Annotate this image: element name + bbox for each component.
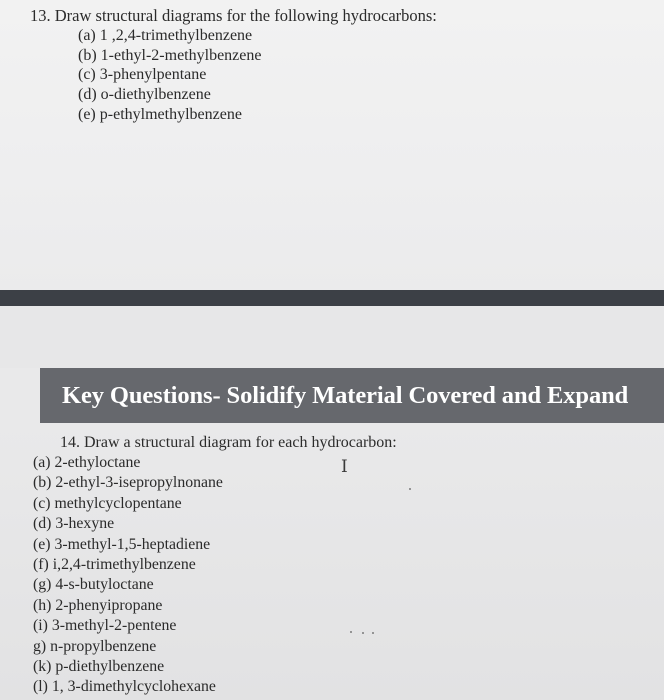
question-14-item-k: (k) p-diethylbenzene <box>33 658 165 676</box>
question-14-item-j: g) n-propylbenzene <box>33 637 157 655</box>
page-gap-section <box>0 306 664 368</box>
question-14-item-c: (c) methylcyclopentane <box>33 494 182 512</box>
speck <box>350 631 352 633</box>
question-14-item-g: (g) 4-s-butyloctane <box>33 576 154 594</box>
question-13-block <box>30 6 650 125</box>
question-13-list <box>30 26 650 125</box>
speck <box>362 632 364 634</box>
question-13-item-b: (b) 1-ethyl-2-methylbenzene <box>78 46 262 64</box>
banner-title: Key Questions- Solidify Material Covered and Expand <box>62 381 629 409</box>
question-13-heading: 13. Draw structural diagrams for the following hydrocarbons: <box>30 6 437 25</box>
section-divider <box>0 290 664 306</box>
question-14-item-h: (h) 2-phenyipropane <box>33 596 163 614</box>
question-14-item-a: (a) 2-ethyloctane <box>33 454 141 471</box>
question-14-heading: 14. Draw a structural diagram for each hydrocarbon: <box>60 434 397 451</box>
question-14-item-b: (b) 2-ethyl-3-isepropylnonane <box>33 474 223 492</box>
question-13-item-c: (c) 3-phenylpentane <box>78 66 207 84</box>
text-cursor-icon: I <box>341 457 348 477</box>
question-14-block <box>33 433 633 698</box>
speck <box>409 488 411 490</box>
speck <box>372 632 374 634</box>
question-14-item-i: (i) 3-methyl-2-pentene <box>33 617 177 635</box>
question-14-item-e: (e) 3-methyl-1,5-heptadiene <box>33 535 211 553</box>
question-14-item-l: (l) 1, 3-dimethylcyclohexane <box>33 678 216 696</box>
question-13-item-a: (a) 1 ,2,4-trimethylbenzene <box>78 27 253 44</box>
question-14-item-f: (f) i,2,4-trimethylbenzene <box>33 556 196 574</box>
question-13-item-e: (e) p-ethylmethylbenzene <box>78 105 242 123</box>
key-questions-banner <box>40 368 664 423</box>
question-14-item-d: (d) 3-hexyne <box>33 515 115 533</box>
question-14-list <box>33 453 633 698</box>
question-13-item-d: (d) o-diethylbenzene <box>78 86 211 104</box>
